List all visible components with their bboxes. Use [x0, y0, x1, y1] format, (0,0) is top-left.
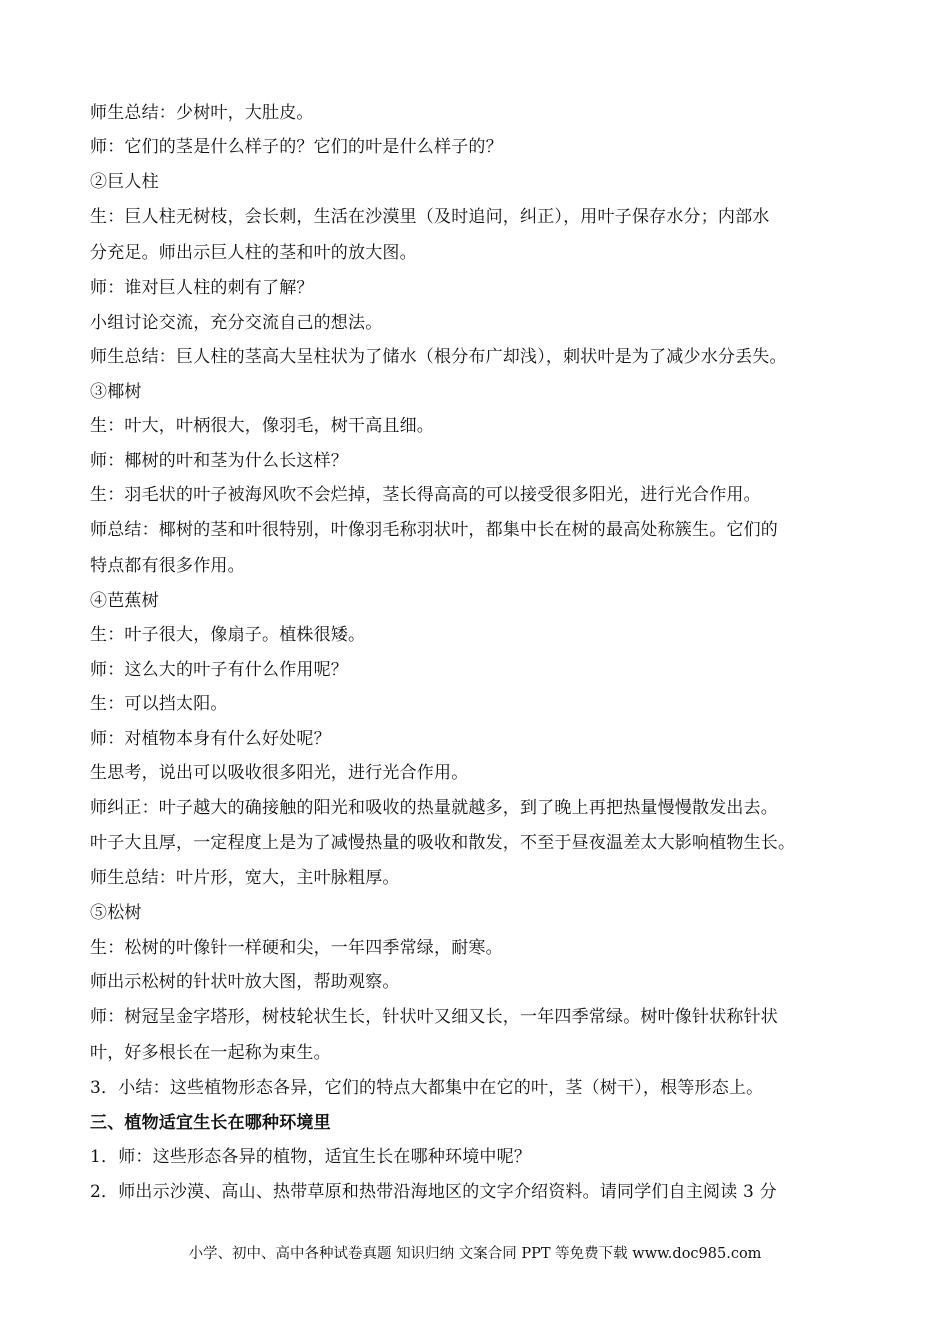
text-line: 师生总结：巨人柱的茎高大呈柱状为了储水（根分布广却浅），刺状叶是为了减少水分丢失。 [90, 347, 787, 367]
text-line: 师总结：椰树的茎和叶很特别，叶像羽毛称羽状叶，都集中长在树的最高处称簇生。它们的 [90, 520, 778, 540]
text-line: 小组讨论交流，充分交流自己的想法。 [90, 313, 383, 333]
text-line: 生：叶大，叶柄很大，像羽毛，树干高且细。 [90, 416, 434, 436]
text-line: 师：椰树的叶和茎为什么长这样？ [90, 451, 348, 471]
text-line: ⑤松树 [90, 903, 142, 923]
text-line: 叶子大且厚，一定程度上是为了减慢热量的吸收和散发，不至于昼夜温差太大影响植物生长。 [90, 833, 796, 853]
text-line: 生：羽毛状的叶子被海风吹不会烂掉，茎长得高高的可以接受很多阳光，进行光合作用。 [90, 485, 761, 505]
text-line: 叶，好多根长在一起称为束生。 [90, 1043, 331, 1063]
text-line: ④芭蕉树 [90, 591, 159, 611]
page-footer: 小学、初中、高中各种试卷真题 知识归纳 文案合同 PPT 等免费下载 www.doc985.com [188, 1246, 762, 1262]
text-line: 师：谁对巨人柱的刺有了解？ [90, 278, 314, 298]
text-line: 师出示松树的针状叶放大图，帮助观察。 [90, 972, 400, 992]
text-line: 师：它们的茎是什么样子的？它们的叶是什么样子的？ [90, 137, 503, 157]
text-line: ③椰树 [90, 382, 142, 402]
text-line: ②巨人柱 [90, 172, 159, 192]
text-line: 师生总结：叶片形，宽大，主叶脉粗厚。 [90, 868, 400, 888]
text-line: 2．师出示沙漠、高山、热带草原和热带沿海地区的文字介绍资料。请同学们自主阅读 3 分 [90, 1182, 777, 1202]
text-line: 1．师：这些形态各异的植物，适宜生长在哪种环境中呢？ [90, 1147, 532, 1167]
text-line: 生：巨人柱无树枝，会长刺，生活在沙漠里（及时追问，纠正），用叶子保存水分；内部水 [90, 207, 770, 227]
text-line: 生：叶子很大，像扇子。植株很矮。 [90, 625, 366, 645]
text-line: 师：树冠呈金字塔形，树枝轮状生长，针状叶又细又长，一年四季常绿。树叶像针状称针状 [90, 1007, 778, 1027]
text-line: 师：这么大的叶子有什么作用呢？ [90, 660, 348, 680]
text-line: 生思考，说出可以吸收很多阳光，进行光合作用。 [90, 763, 469, 783]
text-line: 生：可以挡太阳。 [90, 694, 228, 714]
section-heading: 三、植物适宜生长在哪种环境里 [90, 1113, 331, 1133]
text-line: 生：松树的叶像针一样硬和尖，一年四季常绿，耐寒。 [90, 938, 503, 958]
text-line: 特点都有很多作用。 [90, 556, 245, 576]
text-line: 3．小结：这些植物形态各异，它们的特点大都集中在它的叶，茎（树干），根等形态上。 [90, 1078, 764, 1098]
text-line: 师：对植物本身有什么好处呢？ [90, 729, 331, 749]
text-line: 分充足。师出示巨人柱的茎和叶的放大图。 [90, 243, 417, 263]
text-line: 师纠正：叶子越大的确接触的阳光和吸收的热量就越多，到了晚上再把热量慢慢散发出去。 [90, 798, 778, 818]
text-line: 师生总结：少树叶，大肚皮。 [90, 103, 314, 123]
